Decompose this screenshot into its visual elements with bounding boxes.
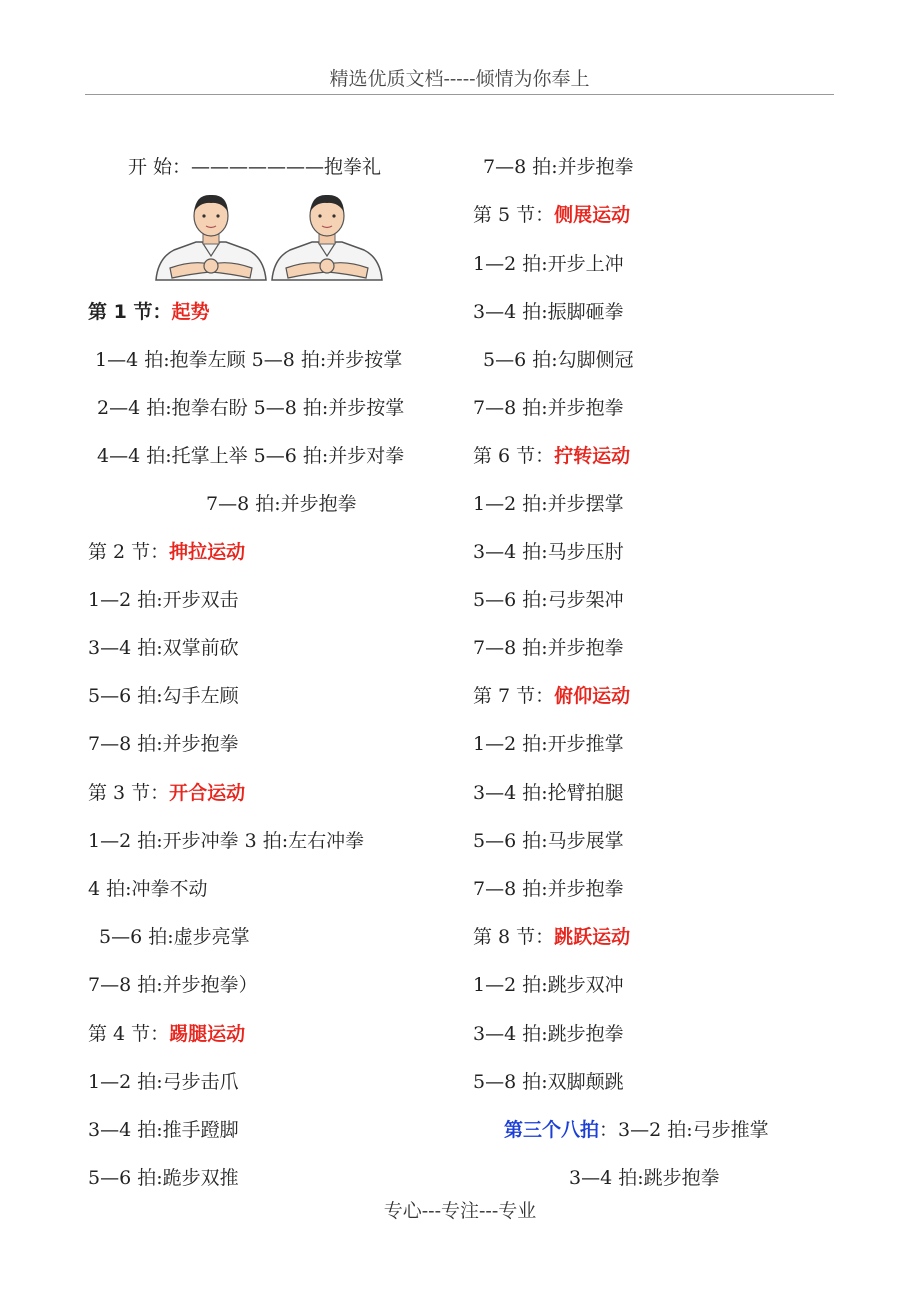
step-line: 7—8 拍:并步抱拳 <box>206 493 357 515</box>
section-heading <box>88 299 209 325</box>
section-label: 第 5 节： <box>473 204 555 226</box>
step-line: 4—4 拍:托掌上举 5—6 拍:并步对拳 <box>97 445 405 467</box>
step-line: 1—4 拍:抱拳左顾 5—8 拍:并步按掌 <box>95 349 403 371</box>
section-name: 跳跃运动 <box>554 926 631 948</box>
page-header: 精选优质文档-----倾情为你奉上 <box>85 64 834 95</box>
step-line: 1—2 拍:跳步双冲 <box>473 974 624 996</box>
section-heading <box>473 443 630 469</box>
step-line: 3—4 拍:双掌前砍 <box>88 637 239 659</box>
step-line: 1—2 拍:弓步击爪 <box>88 1071 239 1093</box>
page-footer: 专心---专注---专业 <box>383 1200 537 1222</box>
section-heading <box>473 202 630 228</box>
step-line: 3—4 拍:跳步抱拳 <box>569 1167 720 1189</box>
step-line: 7—8 拍:并步抱拳 <box>473 397 624 419</box>
third-eight-beat-label: 第三个八拍 <box>504 1119 600 1141</box>
step-line: 5—8 拍:双脚颠跳 <box>473 1071 624 1093</box>
step-line: 1—2 拍:并步摆掌 <box>473 493 624 515</box>
step-line: 5—6 拍:虚步亮掌 <box>99 926 250 948</box>
section-name: 俯仰运动 <box>554 685 631 707</box>
step-line: 5—6 拍:马步展掌 <box>473 830 624 852</box>
section-heading <box>88 1021 245 1047</box>
section-heading <box>473 924 630 950</box>
section-name: 开合运动 <box>169 782 246 804</box>
third-eight-beat-text: ：3—2 拍:弓步推掌 <box>599 1119 769 1141</box>
step-line: 7—8 拍:并步抱拳） <box>88 974 258 996</box>
start-line: 开 始：———————抱拳礼 <box>128 156 382 178</box>
section-name: 拧转运动 <box>554 445 631 467</box>
section-name: 抻拉运动 <box>169 541 246 563</box>
step-line: 3—4 拍:抡臂拍腿 <box>473 782 624 804</box>
step-line: 4 拍:冲拳不动 <box>88 878 208 900</box>
step-line: 7—8 拍:并步抱拳 <box>473 878 624 900</box>
step-line: 3—4 拍:跳步抱拳 <box>473 1023 624 1045</box>
step-line: 1—2 拍:开步上冲 <box>473 253 624 275</box>
section-heading <box>88 780 245 806</box>
section-name: 踢腿运动 <box>169 1023 246 1045</box>
step-line: 7—8 拍:并步抱拳 <box>88 733 239 755</box>
step-line: 5—6 拍:跪步双推 <box>88 1167 239 1189</box>
step-line: 3—4 拍:振脚砸拳 <box>473 301 624 323</box>
section-label: 第 3 节： <box>88 782 170 804</box>
section-name: 侧展运动 <box>554 204 631 226</box>
section-label: 第 4 节： <box>88 1023 170 1045</box>
step-line: 3—4 拍:马步压肘 <box>473 541 624 563</box>
step-line: 5—6 拍:勾脚侧冠 <box>483 349 634 371</box>
section-label: 第 2 节： <box>88 541 170 563</box>
step-line: 1—2 拍:开步冲拳 3 拍:左右冲拳 <box>88 830 365 852</box>
section-label: 第 8 节： <box>473 926 555 948</box>
section-heading <box>473 683 630 709</box>
step-line: 7—8 拍:并步抱拳 <box>473 637 624 659</box>
step-line: 1—2 拍:开步双击 <box>88 589 239 611</box>
step-line: 1—2 拍:开步推掌 <box>473 733 624 755</box>
step-line: 7—8 拍:并步抱拳 <box>483 156 634 178</box>
step-line: 2—4 拍:抱拳右盼 5—8 拍:并步按掌 <box>97 397 405 419</box>
section-heading <box>88 539 245 565</box>
section-label: 第 1 节： <box>88 301 172 323</box>
salute-figure-icon <box>268 190 386 286</box>
section-label: 第 7 节： <box>473 685 555 707</box>
section-label: 第 6 节： <box>473 445 555 467</box>
step-line: 5—6 拍:弓步架冲 <box>473 589 624 611</box>
section-name: 起势 <box>171 301 210 323</box>
step-line: 5—6 拍:勾手左顾 <box>88 685 239 707</box>
salute-figure-icon <box>152 190 270 286</box>
step-line: 3—4 拍:推手蹬脚 <box>88 1119 239 1141</box>
third-eight-beat-line <box>504 1117 769 1143</box>
